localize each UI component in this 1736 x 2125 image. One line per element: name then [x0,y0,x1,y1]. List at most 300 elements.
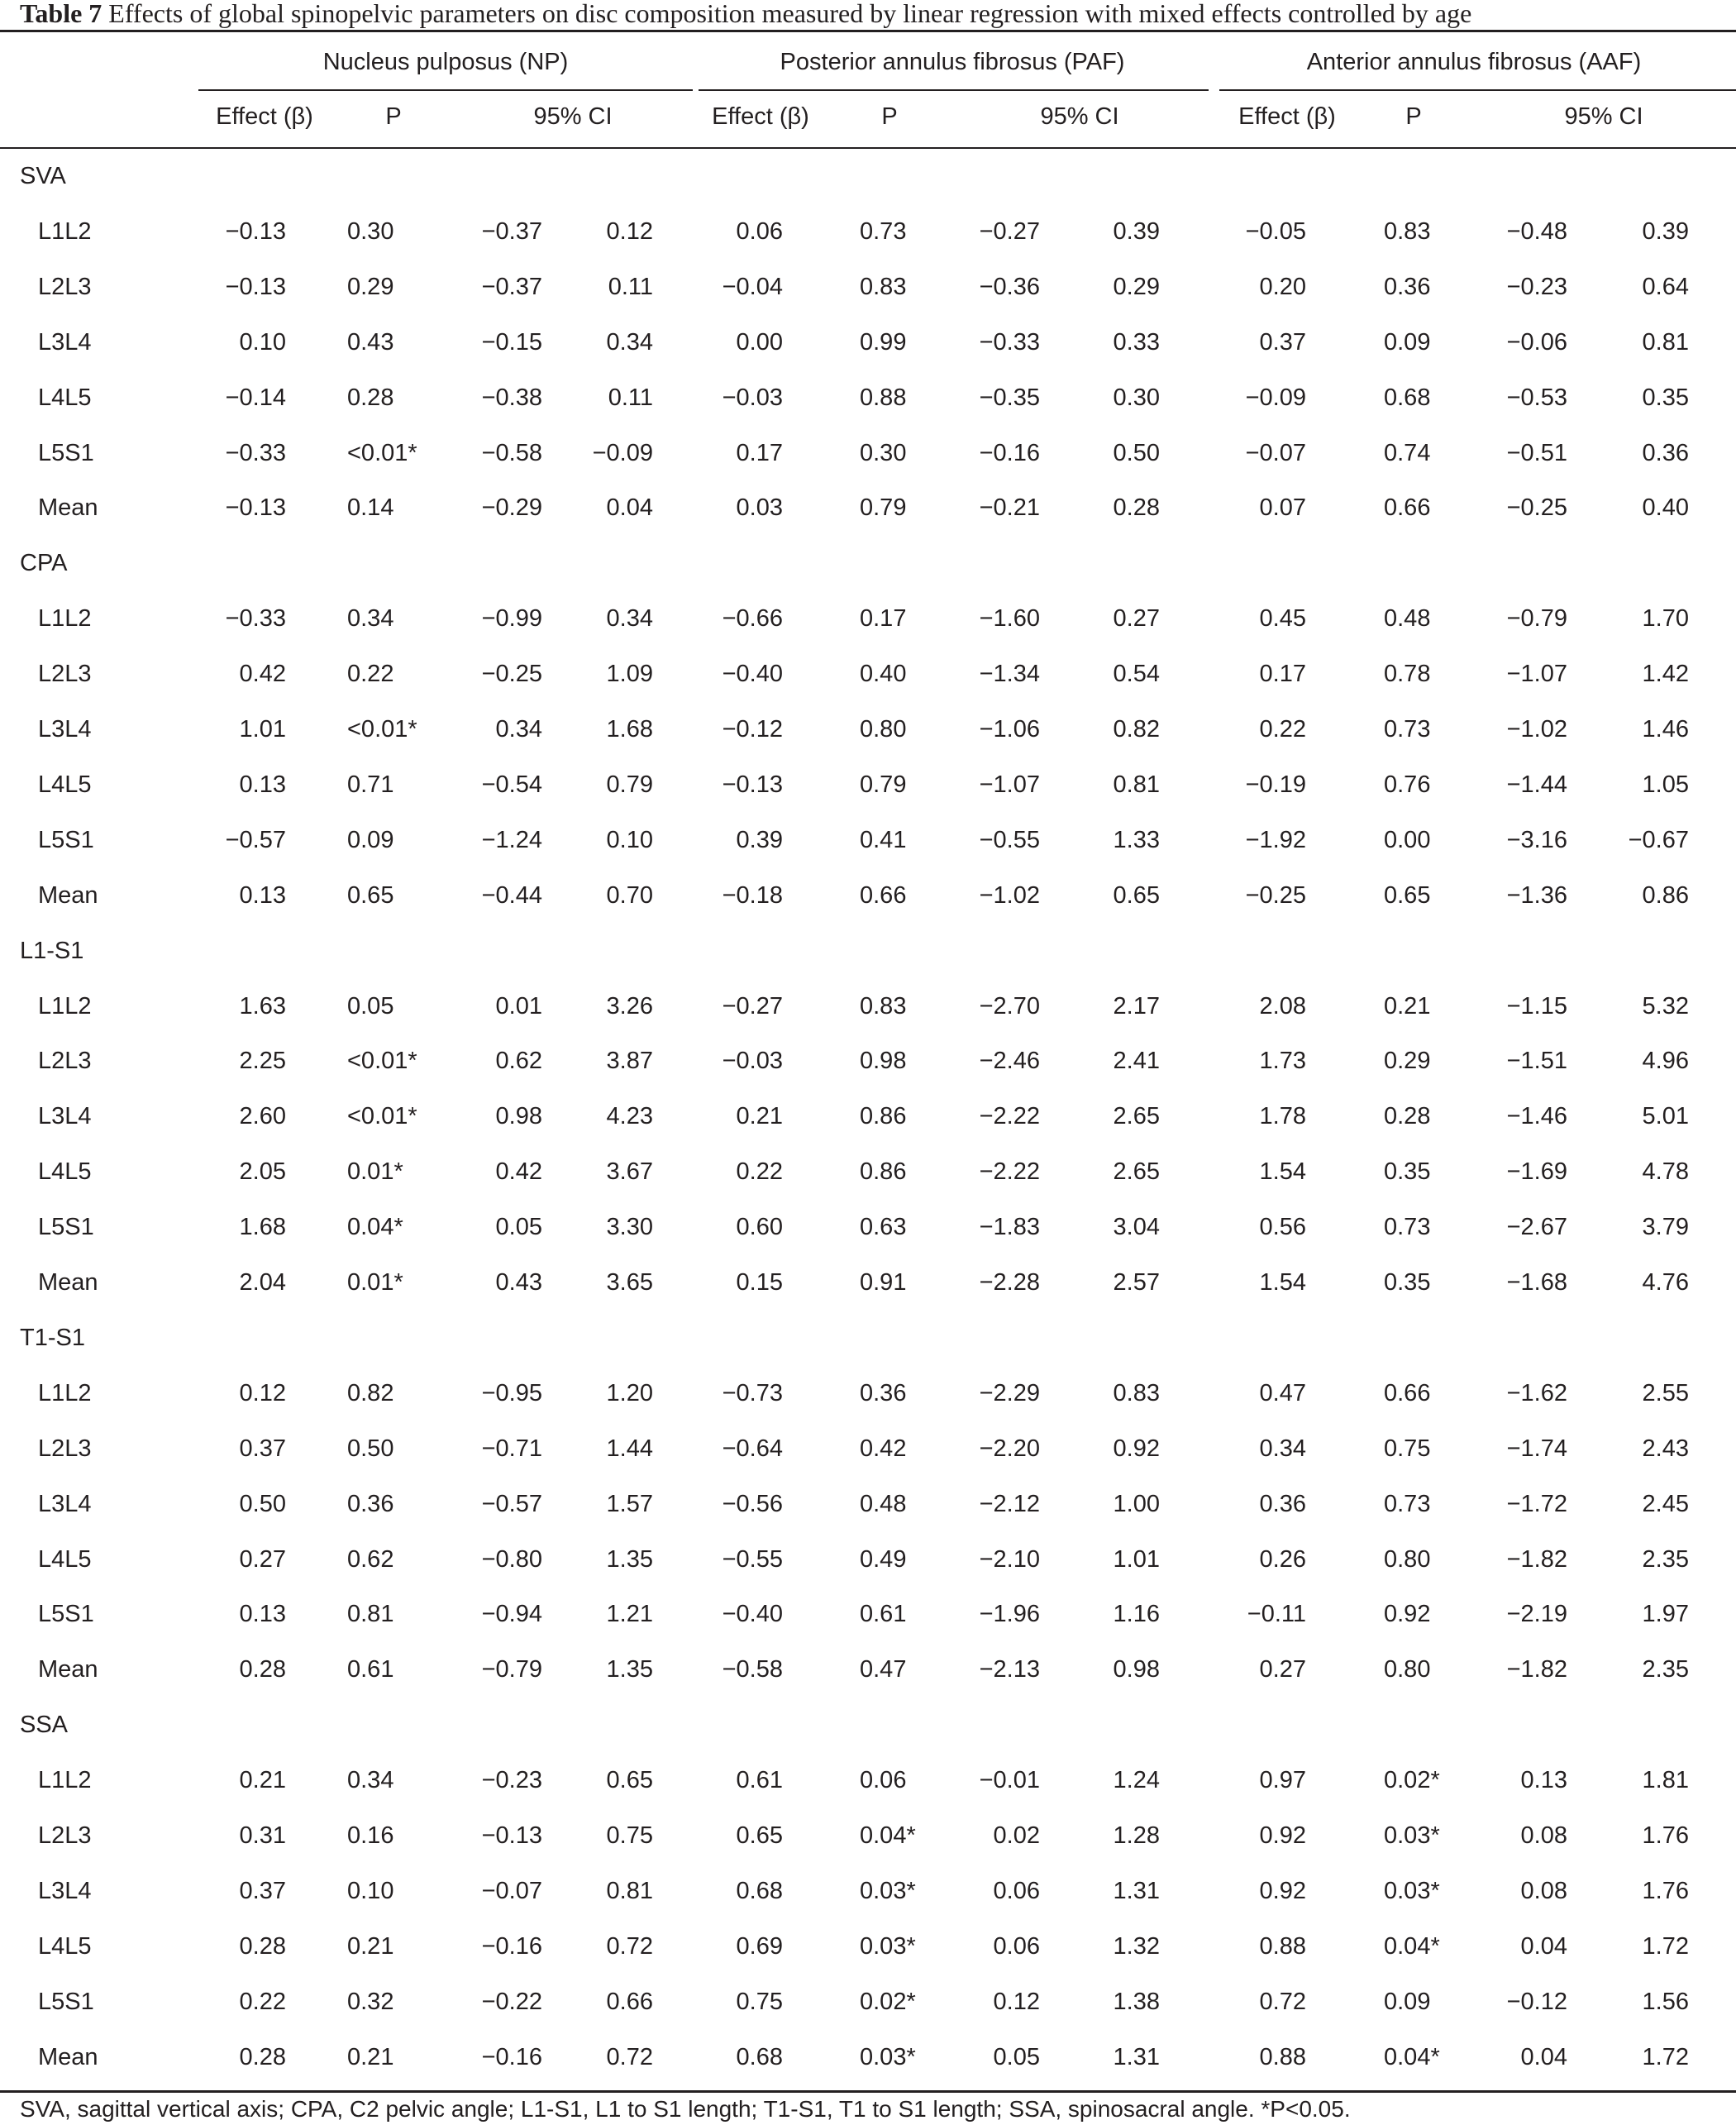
table-cell: −1.83 [979,1214,1040,1241]
table-cell: 0.11 [608,384,653,411]
table-cell: 2.05 [239,1158,286,1186]
table-cell: 2.41 [1113,1048,1160,1075]
table-cell: 0.32 [347,1988,394,2015]
table-cell: 0.14 [347,494,394,522]
table-cell: 5.32 [1642,992,1689,1020]
table-cell: 0.50 [239,1490,286,1517]
table-cell: 2.65 [1113,1158,1160,1186]
subheader-effect-3: Effect (β) [1238,103,1336,130]
table-cell: −2.13 [979,1656,1040,1683]
table-cell: 1.56 [1642,1988,1689,2015]
row-label: L4L5 [38,1158,92,1186]
table-cell: −1.62 [1506,1379,1567,1406]
table-cell: 1.32 [1113,1932,1160,1960]
table-cell: 0.61 [860,1601,907,1628]
table-cell: 0.13 [239,1601,286,1628]
table-cell: −0.33 [225,439,286,466]
table-cell: −0.12 [722,716,783,743]
table-cell: −0.57 [481,1490,542,1517]
table-cell: −1.92 [1245,826,1306,853]
table-cell: 0.62 [495,1048,542,1075]
table-cell: 0.35 [1384,1269,1431,1296]
table-cell: −2.19 [1506,1601,1567,1628]
table-cell: 1.72 [1642,1932,1689,1960]
table-cell: 0.65 [1384,881,1431,909]
table-cell: 0.68 [1384,384,1431,411]
table-cell: 0.42 [495,1158,542,1186]
table-cell: 0.72 [1259,1988,1306,2015]
table-cell: 1.24 [1113,1767,1160,1794]
table-cell: 0.00 [736,328,783,356]
table-cell: 2.57 [1113,1269,1160,1296]
row-label: L5S1 [38,1988,94,2015]
subheader-ci-1: 95% CI [533,103,613,130]
table-cell: 1.01 [239,716,286,743]
table-cell: 0.42 [239,661,286,688]
table-cell: 0.30 [1113,384,1160,411]
table-cell: −0.55 [722,1545,783,1573]
table-cell: −0.94 [481,1601,542,1628]
table-cell: 1.81 [1642,1767,1689,1794]
table-cell: 3.67 [606,1158,653,1186]
table-cell: −1.07 [979,771,1040,798]
table-cell: −0.06 [1506,328,1567,356]
section-label: T1-S1 [20,1324,85,1351]
table-cell: 0.05 [347,992,394,1020]
table-cell: 1.76 [1642,1822,1689,1849]
table-cell: 0.36 [1384,273,1431,300]
table-cell: 0.36 [860,1379,907,1406]
table-cell: 0.02* [1384,1767,1440,1794]
table-cell: 0.86 [860,1103,907,1130]
subheader-p-3: P [1405,103,1422,130]
table-cell: 1.68 [606,716,653,743]
table-cell: 0.48 [860,1490,907,1517]
table-cell: 0.27 [239,1545,286,1573]
table-cell: 0.02 [993,1822,1040,1849]
table-cell: 0.21 [1384,992,1431,1020]
table-cell: −0.95 [481,1379,542,1406]
table-cell: −1.02 [1506,716,1567,743]
table-cell: −0.09 [592,439,653,466]
table-cell: 3.65 [606,1269,653,1296]
table-cell: 0.03 [736,494,783,522]
table-cell: 0.63 [860,1214,907,1241]
table-cell: −1.96 [979,1601,1040,1628]
table-cell: −0.35 [979,384,1040,411]
table-cell: 0.03* [1384,1822,1440,1849]
table-cell: −0.51 [1506,439,1567,466]
table-cell: 0.83 [1113,1379,1160,1406]
table-cell: 0.79 [606,771,653,798]
group-rule-2 [699,89,1209,91]
table-cell: 0.01* [347,1158,403,1186]
row-label: L5S1 [38,826,94,853]
row-label: L2L3 [38,661,92,688]
table-cell: 0.34 [606,605,653,633]
table-cell: 0.09 [347,826,394,853]
table-number: Table 7 [20,0,103,28]
table-cell: −1.72 [1506,1490,1567,1517]
table-cell: 4.96 [1642,1048,1689,1075]
table-cell: 2.08 [1259,992,1306,1020]
table-cell: 0.45 [1259,605,1306,633]
table-cell: 1.76 [1642,1877,1689,1904]
table-cell: 0.80 [1384,1545,1431,1573]
table-cell: 2.43 [1642,1435,1689,1462]
table-cell: −0.79 [1506,605,1567,633]
group-header-2: Posterior annulus fibrosus (PAF) [780,49,1125,75]
table-cell: 1.38 [1113,1988,1160,2015]
row-label: Mean [38,1656,98,1683]
table-cell: −2.46 [979,1048,1040,1075]
table-cell: 0.50 [1113,439,1160,466]
row-label: L4L5 [38,1545,92,1573]
table-cell: 0.37 [1259,328,1306,356]
table-cell: 0.83 [860,273,907,300]
table-cell: −1.24 [481,826,542,853]
table-cell: −2.22 [979,1103,1040,1130]
table-cell: 0.21 [736,1103,783,1130]
table-cell: 0.34 [606,328,653,356]
subheader-ci-3: 95% CI [1564,103,1643,130]
table-cell: 0.66 [860,881,907,909]
table-cell: 0.47 [1259,1379,1306,1406]
table-cell: 0.98 [860,1048,907,1075]
table-cell: 2.25 [239,1048,286,1075]
table-cell: 0.11 [608,273,653,300]
table-cell: −0.25 [1245,881,1306,909]
row-label: L1L2 [38,1767,92,1794]
row-label: Mean [38,494,98,522]
table-cell: 0.36 [347,1490,394,1517]
table-cell: −0.56 [722,1490,783,1517]
table-cell: −1.46 [1506,1103,1567,1130]
table-cell: −0.12 [1506,1988,1567,2015]
table-cell: −0.15 [481,328,542,356]
table-cell: 1.42 [1642,661,1689,688]
table-cell: 0.75 [736,1988,783,2015]
table-cell: 0.48 [1384,605,1431,633]
table-cell: 1.16 [1113,1601,1160,1628]
table-cell: −0.23 [481,1767,542,1794]
table-cell: 2.65 [1113,1103,1160,1130]
table-cell: 1.72 [1642,2043,1689,2070]
table-cell: 1.09 [606,661,653,688]
table-cell: 0.86 [860,1158,907,1186]
table-cell: 0.04 [1520,1932,1567,1960]
row-label: L3L4 [38,1490,92,1517]
table-cell: <0.01* [347,716,417,743]
table-cell: −1.74 [1506,1435,1567,1462]
table-cell: 0.81 [606,1877,653,1904]
table-cell: −0.14 [225,384,286,411]
table-cell: −0.13 [225,217,286,245]
table-cell: −0.29 [481,494,542,522]
table-cell: 0.13 [239,881,286,909]
table-cell: −0.23 [1506,273,1567,300]
table-cell: 1.63 [239,992,286,1020]
table-cell: 0.27 [1259,1656,1306,1683]
table-cell: −0.19 [1245,771,1306,798]
table-cell: 0.12 [993,1988,1040,2015]
subheader-effect-1: Effect (β) [216,103,313,130]
table-cell: 0.49 [860,1545,907,1573]
table-cell: 0.28 [1113,494,1160,522]
table-cell: 2.04 [239,1269,286,1296]
table-cell: 1.54 [1259,1269,1306,1296]
table-cell: 4.78 [1642,1158,1689,1186]
table-cell: −0.44 [481,881,542,909]
table-cell: 0.04 [606,494,653,522]
table-cell: −1.51 [1506,1048,1567,1075]
table-cell: 4.23 [606,1103,653,1130]
table-cell: 0.69 [736,1932,783,1960]
table-cell: 0.37 [239,1877,286,1904]
table-cell: 0.83 [860,992,907,1020]
table-cell: 1.70 [1642,605,1689,633]
table-cell: <0.01* [347,439,417,466]
table-cell: −0.25 [481,661,542,688]
table-cell: 1.54 [1259,1158,1306,1186]
table-cell: 0.43 [495,1269,542,1296]
table-cell: 0.03* [860,2043,916,2070]
table-cell: 0.60 [736,1214,783,1241]
table-cell: 0.04 [1520,2043,1567,2070]
table-cell: −1.60 [979,605,1040,633]
table-cell: −0.71 [481,1435,542,1462]
table-cell: 0.65 [736,1822,783,1849]
table-cell: −0.57 [225,826,286,853]
table-cell: 0.36 [1642,439,1689,466]
section-label: SVA [20,163,66,189]
table-cell: −0.03 [722,1048,783,1075]
table-cell: −0.36 [979,273,1040,300]
table-cell: 0.65 [606,1767,653,1794]
table-cell: −1.06 [979,716,1040,743]
table-cell: 0.88 [1259,1932,1306,1960]
table-cell: −0.04 [722,273,783,300]
table-cell: 0.72 [606,1932,653,1960]
table-cell: 0.12 [239,1379,286,1406]
group-rule-3 [1219,89,1736,91]
table-cell: 0.81 [1113,771,1160,798]
table-cell: 0.68 [736,2043,783,2070]
table-cell: 0.66 [606,1988,653,2015]
table-cell: 0.22 [239,1988,286,2015]
table-cell: −0.05 [1245,217,1306,245]
table-cell: 0.88 [1259,2043,1306,2070]
table-cell: 0.28 [239,1656,286,1683]
table-cell: −2.67 [1506,1214,1567,1241]
table-cell: 0.40 [860,661,907,688]
table-cell: −0.11 [1247,1601,1306,1628]
table-cell: 3.04 [1113,1214,1160,1241]
table-cell: 0.04* [347,1214,403,1241]
table-cell: 0.97 [1259,1767,1306,1794]
table-cell: −2.20 [979,1435,1040,1462]
table-cell: −0.73 [722,1379,783,1406]
table-cell: 0.28 [239,2043,286,2070]
row-label: L3L4 [38,328,92,356]
table-cell: 0.65 [1113,881,1160,909]
table-cell: −0.13 [225,273,286,300]
table-cell: 0.39 [736,826,783,853]
table-cell: 0.33 [1113,328,1160,356]
table-cell: −0.03 [722,384,783,411]
table-cell: 0.30 [860,439,907,466]
table-cell: 0.76 [1384,771,1431,798]
table-cell: 0.82 [347,1379,394,1406]
table-cell: −1.82 [1506,1656,1567,1683]
table-cell: −2.70 [979,992,1040,1020]
table-cell: <0.01* [347,1048,417,1075]
row-label: L2L3 [38,273,92,300]
table-cell: 0.16 [347,1822,394,1849]
table-title: Effects of global spinopelvic parameters on disc composition measured by linear regression with mixed effects controlled by age [108,0,1472,28]
table-cell: 0.27 [1113,605,1160,633]
table-cell: −0.55 [979,826,1040,853]
table-cell: 0.73 [860,217,907,245]
table-cell: 0.82 [1113,716,1160,743]
table-cell: 0.21 [347,1932,394,1960]
table-cell: 0.29 [1113,273,1160,300]
group-rule-1 [198,89,693,91]
table-cell: 0.29 [1384,1048,1431,1075]
table-cell: 0.17 [736,439,783,466]
table-cell: 0.26 [1259,1545,1306,1573]
table-cell: 0.83 [1384,217,1431,245]
table-cell: 0.04* [1384,1932,1440,1960]
table-cell: 0.39 [1113,217,1160,245]
row-label: L4L5 [38,1932,92,1960]
table-cell: −0.67 [1628,826,1689,853]
table-cell: 1.46 [1642,716,1689,743]
table-cell: −0.22 [481,1988,542,2015]
table-cell: −1.15 [1506,992,1567,1020]
table-cell: 1.44 [606,1435,653,1462]
table-cell: 0.66 [1384,1379,1431,1406]
table-cell: <0.01* [347,1103,417,1130]
table-cell: −0.07 [481,1877,542,1904]
table-cell: 0.05 [993,2043,1040,2070]
table-cell: 0.21 [239,1767,286,1794]
table-cell: 0.81 [1642,328,1689,356]
table-cell: 0.92 [1259,1822,1306,1849]
table-cell: 0.79 [860,771,907,798]
table-cell: 0.81 [347,1601,394,1628]
table-cell: 0.65 [347,881,394,909]
table-cell: 0.91 [860,1269,907,1296]
row-label: L2L3 [38,1435,92,1462]
table-cell: 1.33 [1113,826,1160,853]
table-cell: 1.28 [1113,1822,1160,1849]
table-cell: 0.34 [347,1767,394,1794]
table-cell: 1.31 [1113,2043,1160,2070]
row-label: L3L4 [38,1103,92,1130]
table-cell: 0.47 [860,1656,907,1683]
table-cell: −1.07 [1506,661,1567,688]
top-rule [0,30,1736,32]
table-cell: 0.72 [606,2043,653,2070]
row-label: L4L5 [38,771,92,798]
table-cell: 0.03* [860,1932,916,1960]
table-cell: 0.17 [860,605,907,633]
table-cell: −0.48 [1506,217,1567,245]
table-cell: 0.29 [347,273,394,300]
table-cell: 0.10 [239,328,286,356]
table-cell: 2.60 [239,1103,286,1130]
table-cell: 0.80 [860,716,907,743]
table-cell: 0.40 [1642,494,1689,522]
table-cell: 2.55 [1642,1379,1689,1406]
table-cell: −0.33 [979,328,1040,356]
table-cell: 1.78 [1259,1103,1306,1130]
table-cell: −0.01 [979,1767,1040,1794]
table-cell: 0.75 [606,1822,653,1849]
table-cell: 0.15 [736,1269,783,1296]
table-cell: 0.06 [993,1877,1040,1904]
table-cell: 0.71 [347,771,394,798]
table-cell: 0.12 [606,217,653,245]
subheader-p-2: P [881,103,898,130]
table-cell: −1.44 [1506,771,1567,798]
table-cell: 3.30 [606,1214,653,1241]
table-cell: −3.16 [1506,826,1567,853]
table-cell: 0.56 [1259,1214,1306,1241]
table-cell: 0.66 [1384,494,1431,522]
table-cell: −1.68 [1506,1269,1567,1296]
table-cell: −0.25 [1506,494,1567,522]
table-cell: 3.87 [606,1048,653,1075]
table-cell: −0.37 [481,273,542,300]
table-cell: 2.35 [1642,1545,1689,1573]
section-label: CPA [20,550,68,577]
table-cell: 1.21 [606,1601,653,1628]
table-cell: −0.27 [722,992,783,1020]
table-footnote: SVA, sagittal vertical axis; CPA, C2 pelvic angle; L1-S1, L1 to S1 length; T1-S1, T1 to S1 length; SSA, spinosacral angle. *P<0.05. [20,2096,1351,2122]
table-cell: 0.01 [495,992,542,1020]
table-cell: 0.05 [495,1214,542,1241]
table-cell: 0.61 [347,1656,394,1683]
table-cell: 0.98 [495,1103,542,1130]
table-cell: −0.21 [979,494,1040,522]
table-cell: 0.02* [860,1988,916,2015]
table-cell: 0.73 [1384,1214,1431,1241]
table-cell: 0.41 [860,826,907,853]
table-cell: 0.68 [736,1877,783,1904]
table-cell: 0.74 [1384,439,1431,466]
bottom-rule [0,2090,1736,2093]
table-cell: 0.80 [1384,1656,1431,1683]
table-cell: −0.54 [481,771,542,798]
group-header-1: Nucleus pulposus (NP) [322,49,569,75]
table-cell: 0.31 [239,1822,286,1849]
table-cell: 2.17 [1113,992,1160,1020]
table-cell: 0.70 [606,881,653,909]
table-cell: 0.06 [860,1767,907,1794]
table-cell: 0.34 [495,716,542,743]
table-cell: −0.79 [481,1656,542,1683]
table-cell: 0.37 [239,1435,286,1462]
table-cell: 2.45 [1642,1490,1689,1517]
table-cell: 0.08 [1520,1877,1567,1904]
group-header-3: Anterior annulus fibrosus (AAF) [1306,49,1642,75]
table-cell: 0.03* [860,1877,916,1904]
header-rule [0,147,1736,149]
section-label: SSA [20,1712,69,1739]
table-cell: 1.73 [1259,1048,1306,1075]
